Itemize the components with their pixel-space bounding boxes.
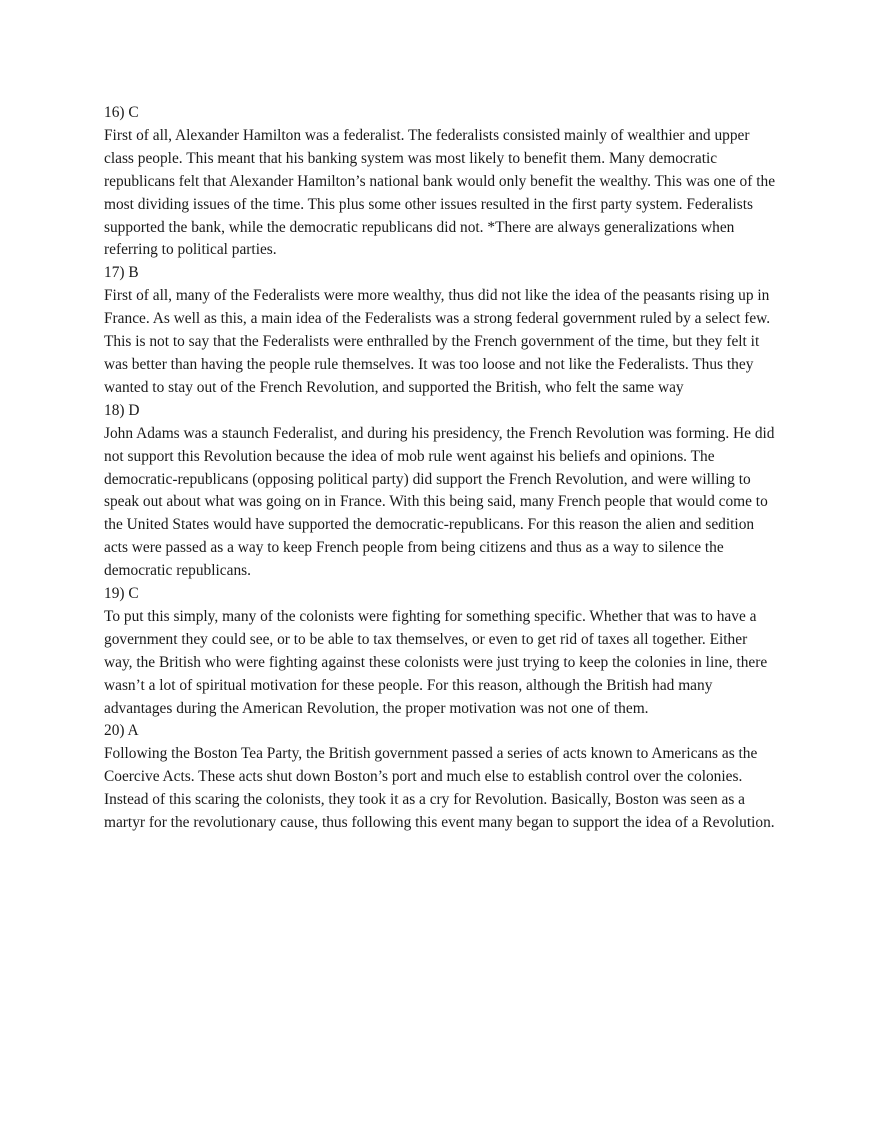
- answer-explanation: To put this simply, many of the colonists were fighting for something specific. Whether that was to have a government they could see, or to be able to tax themselves, or even to get rid of taxes all together. Either way, the British who were fighting against these colonists were just trying to keep the colonies in line, there wasn’t a lot of spiritual motivation for these people. For this reason, although the British had many advantages during the American Revolution, the proper motivation was not one of them.: [104, 607, 768, 717]
- answer-16: [104, 102, 776, 262]
- answer-20: [104, 720, 776, 835]
- answer-17: [104, 262, 776, 399]
- answer-label: 20) A: [104, 722, 139, 740]
- answer-label: 16) C: [104, 104, 139, 121]
- answer-label: 19) C: [104, 585, 139, 603]
- document-page: [104, 102, 776, 835]
- answer-label: 17) B: [104, 264, 139, 282]
- answer-explanation: First of all, many of the Federalists were more wealthy, thus did not like the idea of the peasants rising up in France. As well as this, a main idea of the Federalists was a strong federal government ruled by a select few. This is not to say that the Federalists were enthralled by the French government of the time, but they felt it was better than having the people rule themselves. It was too loose and not like the Federalists. Thus they wanted to stay out of the French Revolution, and supported the British, who felt the same way: [104, 287, 771, 396]
- answer-label: 18) D: [104, 401, 140, 419]
- answer-19: [104, 583, 776, 720]
- answer-18: [104, 400, 776, 583]
- answer-explanation: Following the Boston Tea Party, the British government passed a series of acts known to Americans as the Coercive Acts. These acts shut down Boston’s port and much else to establish control over the colonies. Instead of this scaring the colonists, they took it as a cry for Revolution. Basically, Boston was seen as a martyr for the revolutionary cause, thus following this event many began to support the idea of a Revolution.: [104, 745, 775, 832]
- answer-explanation: First of all, Alexander Hamilton was a federalist. The federalists consisted mainly of wealthier and upper class people. This meant that his banking system was most likely to benefit them. Many democratic republicans felt that Alexander Hamilton’s national bank would only benefit the wealthy. This was one of the most dividing issues of the time. This plus some other issues resulted in the first party system. Federalists supported the bank, while the democratic republicans did not. *There are always generalizations when referring to political parties.: [104, 126, 776, 259]
- answer-explanation: John Adams was a staunch Federalist, and during his presidency, the French Revolution was forming. He did not support this Revolution because the idea of mob rule went against his beliefs and opinions. The democratic-republicans (opposing political party) did support the French Revolution, and were willing to speak out about what was going on in France. With this being said, many French people that would come to the United States would have supported the democratic-republicans. For this reason the alien and sedition acts were passed as a way to keep French people from being citizens and thus as a way to silence the democratic republicans.: [104, 424, 775, 580]
